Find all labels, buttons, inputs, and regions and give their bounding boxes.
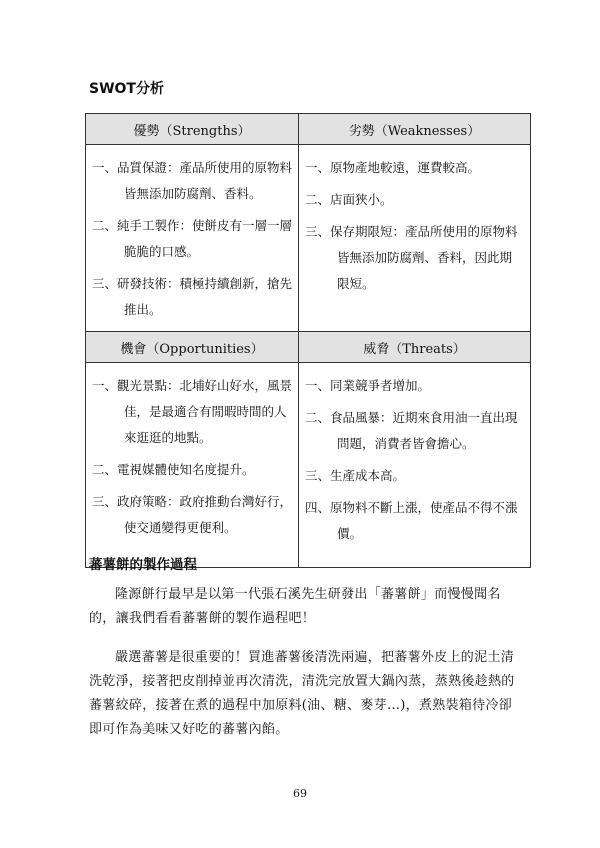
threats-cell [299, 363, 531, 568]
opportunities-cell [86, 363, 299, 568]
weaknesses-cell [299, 145, 531, 332]
threats-header: 威脅（Threats） [299, 332, 531, 363]
process-heading: 蕃薯餅的製作過程 [89, 557, 197, 573]
opportunity-item: 二、電視媒體使知名度提升。 [92, 462, 255, 477]
threat-item: 四、原物料不斷上漲，使產品不得不漲價。 [305, 500, 518, 541]
swot-table [85, 113, 531, 568]
threat-item: 一、同業競爭者增加。 [305, 378, 431, 393]
strength-item: 一、品質保證：產品所使用的原物料皆無添加防腐劑、香料。 [92, 160, 293, 201]
opportunity-item: 一、觀光景點：北埔好山好水，風景佳，是最適合有閒暇時間的人來逛逛的地點。 [92, 378, 293, 445]
strengths-header: 優勢（Strengths） [86, 114, 299, 145]
process-paragraph-1: 隆源餅行最早是以第一代張石溪先生研發出「蕃薯餅」而慢慢聞名的，讓我們看看蕃薯餅的製作過程吧！ [89, 587, 501, 626]
page-number: 69 [293, 787, 307, 800]
strength-item: 二、純手工製作：使餅皮有一層一層脆脆的口感。 [92, 218, 293, 259]
weakness-item: 二、店面狹小。 [305, 192, 393, 207]
process-paragraph-2: 嚴選蕃薯是很重要的！買進蕃薯後清洗兩遍，把蕃薯外皮上的泥土清洗乾淨，接著把皮削掉並再次清洗，清洗完放置大鍋內蒸，蒸熟後趁熱的蕃薯絞碎，接著在煮的過程中加原料(油、糖、麥芽…)，煮熟裝箱待冷卻即可作為美味又好吃的蕃薯內餡。 [89, 650, 515, 737]
strengths-cell [86, 145, 299, 332]
swot-heading: SWOT分析 [89, 81, 164, 97]
weaknesses-header: 劣勢（Weaknesses） [299, 114, 531, 145]
opportunity-item: 三、政府策略：政府推動台灣好行，使交通變得更便利。 [92, 494, 293, 535]
opportunities-header: 機會（Opportunities） [86, 332, 299, 363]
threat-item: 三、生產成本高。 [305, 468, 406, 483]
threat-item: 二、食品風暴：近期來食用油一直出現問題，消費者皆會擔心。 [305, 410, 518, 451]
strength-item: 三、研發技術：積極持續創新，搶先推出。 [92, 276, 293, 317]
weakness-item: 一、原物產地較遠，運費較高。 [305, 160, 481, 175]
weakness-item: 三、保存期限短：產品所使用的原物料皆無添加防腐劑、香料，因此期限短。 [305, 224, 518, 291]
